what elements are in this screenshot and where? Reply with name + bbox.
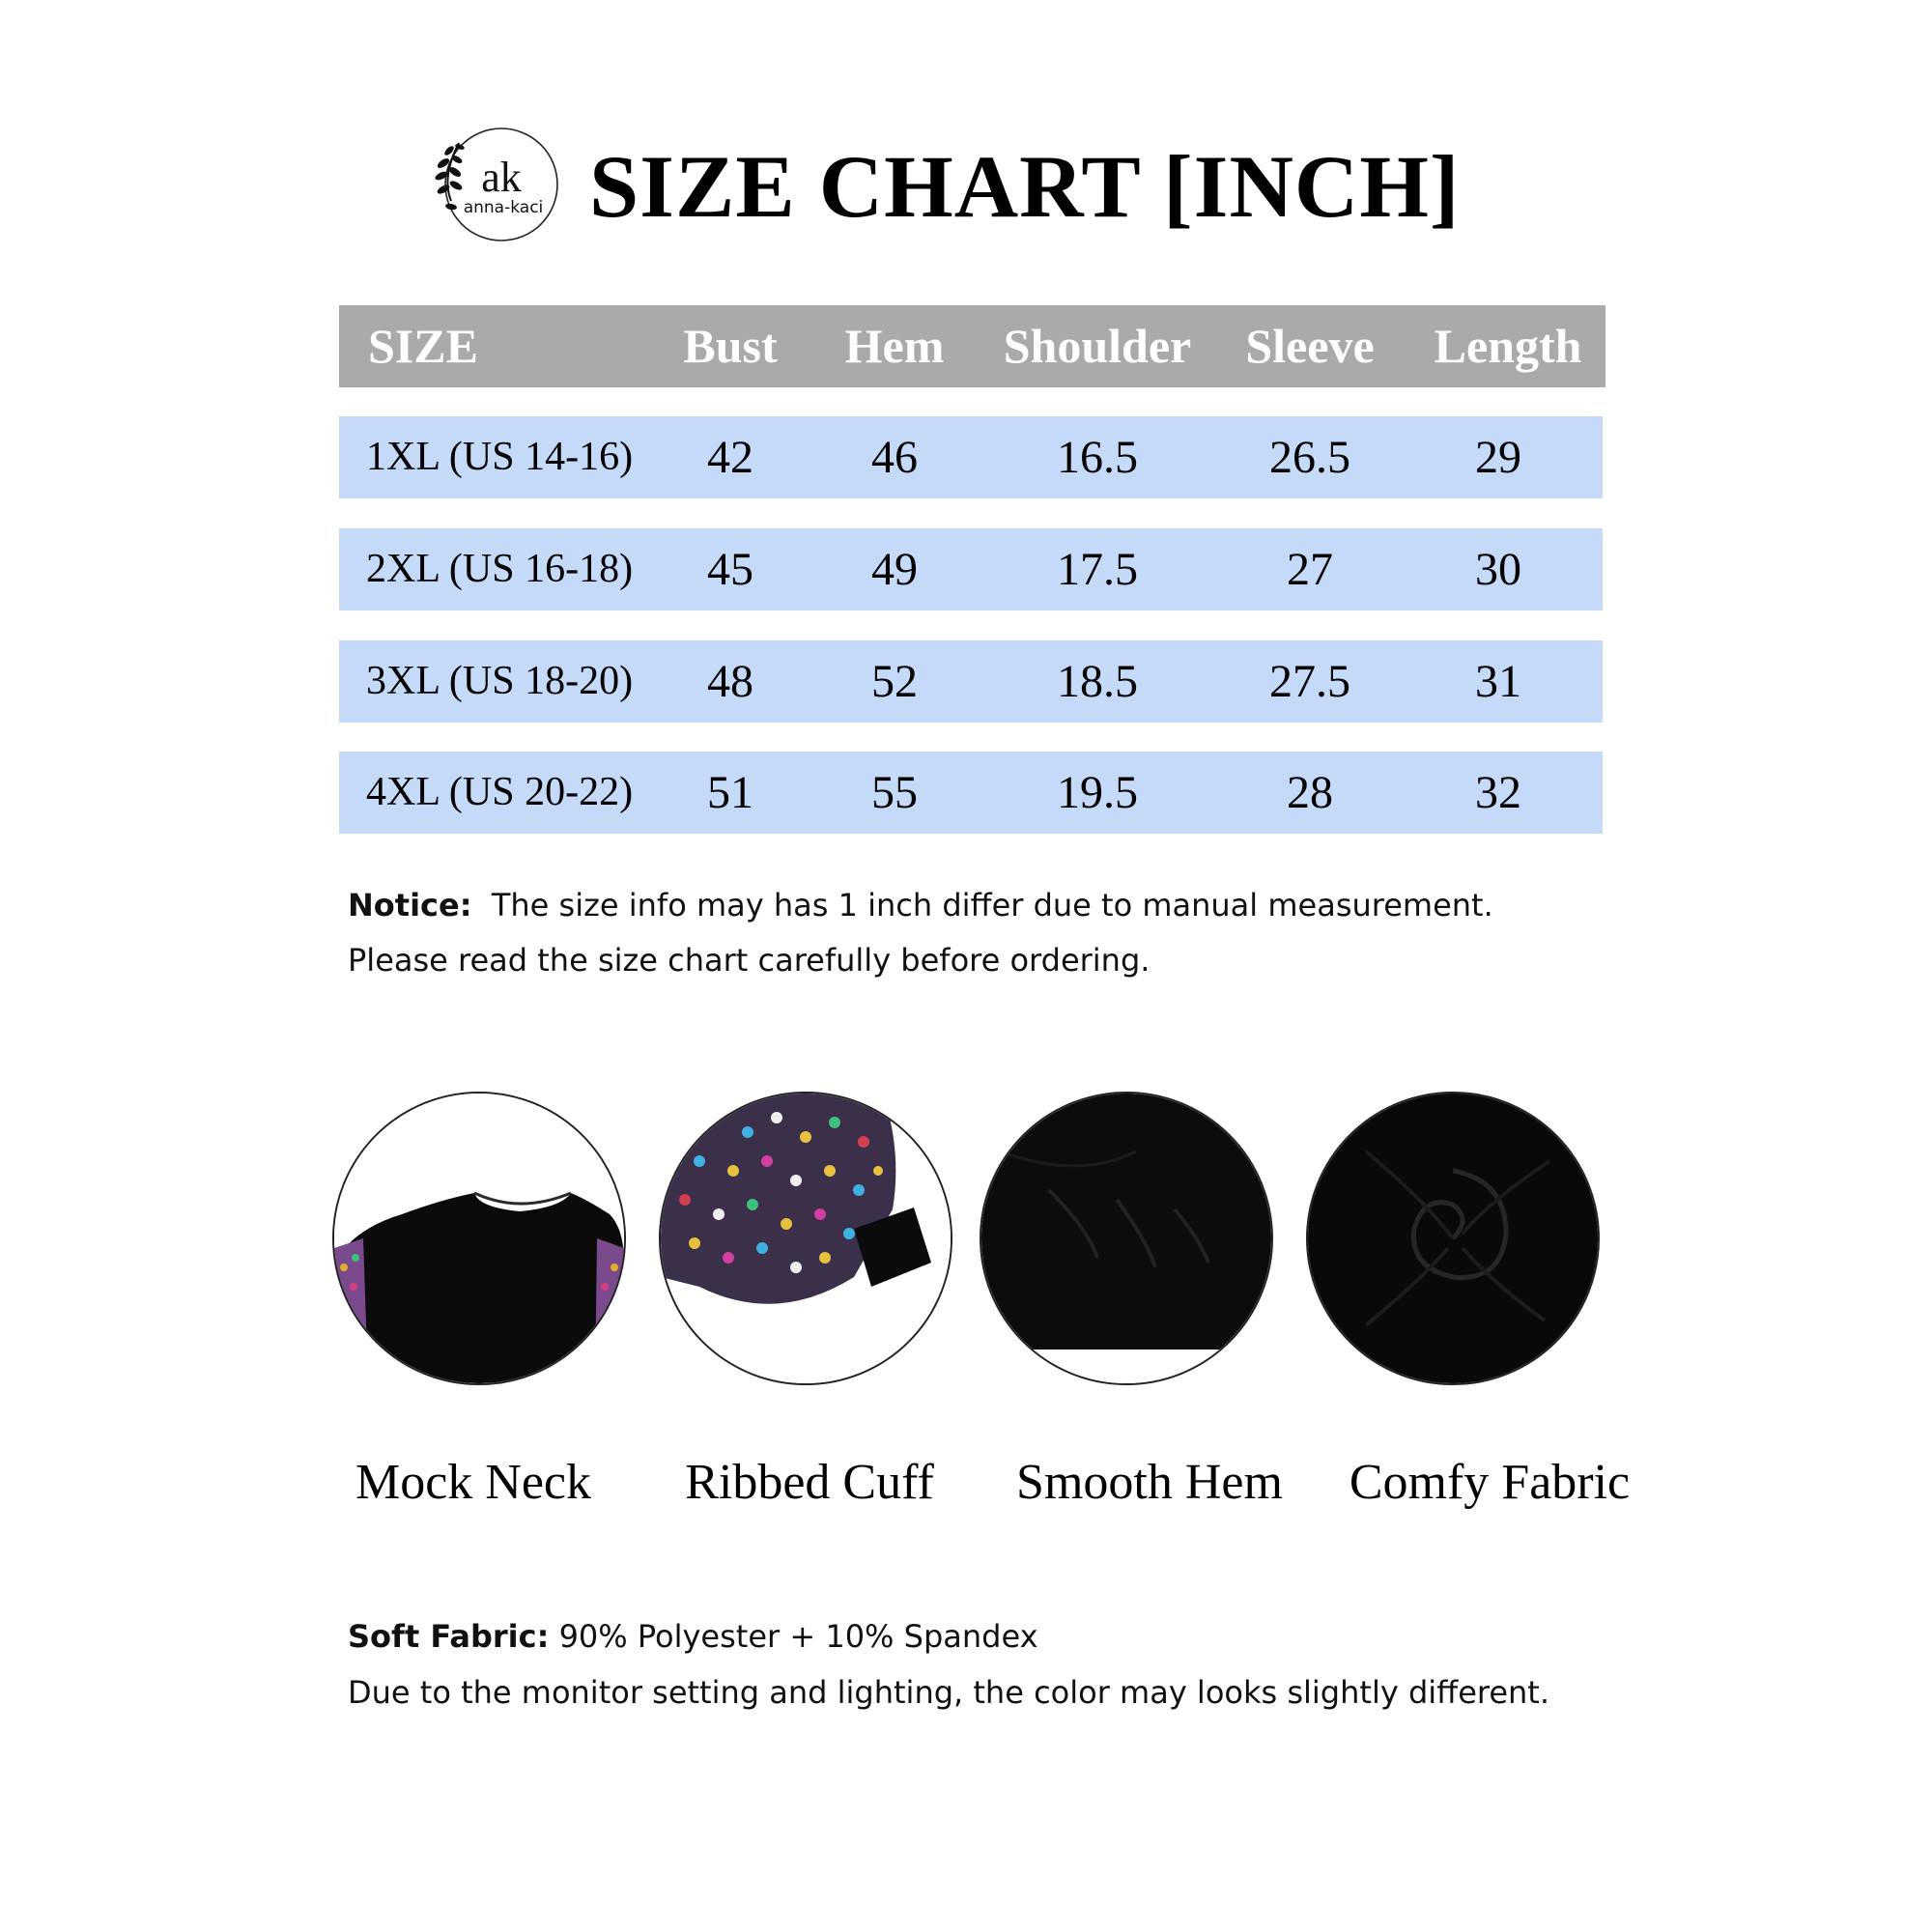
table-row	[339, 416, 1603, 498]
table-header-row	[339, 305, 1605, 387]
shoulder-cell: 19.5	[1057, 767, 1138, 818]
column-header-size: SIZE	[368, 319, 478, 373]
size-cell: 4XL (US 20-22)	[366, 770, 634, 814]
notice-line-2: Please read the size chart carefully before ordering.	[348, 942, 1151, 979]
feature-label-comfy-fabric: Comfy Fabric	[1349, 1455, 1631, 1510]
fabric-text: 90% Polyester + 10% Spandex	[558, 1618, 1038, 1655]
table-row	[339, 528, 1603, 611]
svg-text:anna-kaci: anna-kaci	[463, 198, 544, 217]
hem-cell: 55	[871, 767, 918, 818]
size-cell: 3XL (US 18-20)	[366, 659, 634, 703]
column-header-shoulder: Shoulder	[1003, 319, 1192, 373]
length-cell: 32	[1475, 767, 1521, 818]
column-header-hem: Hem	[844, 319, 945, 373]
fabric-line-1	[348, 1615, 1700, 1658]
bust-cell: 45	[707, 544, 753, 595]
length-cell: 29	[1475, 432, 1521, 483]
bust-cell: 51	[707, 767, 753, 818]
bust-cell: 42	[707, 432, 753, 483]
fabric-label: Soft Fabric:	[348, 1618, 550, 1655]
column-header-bust: Bust	[683, 319, 778, 373]
brand-logo	[422, 124, 565, 245]
fabric-line-2: Due to the monitor setting and lighting, the color may looks slightly different.	[348, 1674, 1550, 1711]
hem-cell: 46	[871, 432, 918, 483]
black-fabric-swirl-photo-icon	[1306, 1092, 1600, 1385]
sleeve-cell: 27.5	[1269, 656, 1350, 707]
length-cell: 31	[1475, 656, 1521, 707]
black-fabric-hem-photo-icon	[980, 1092, 1273, 1385]
column-header-length: Length	[1434, 319, 1582, 373]
size-cell: 1XL (US 14-16)	[366, 435, 634, 479]
sleeve-cell: 27	[1287, 544, 1333, 595]
hem-cell: 49	[871, 544, 918, 595]
length-cell: 30	[1475, 544, 1521, 595]
feature-label-ribbed-cuff: Ribbed Cuff	[685, 1455, 934, 1510]
mock-neck-photo-icon	[332, 1092, 626, 1385]
notice-label: Notice:	[348, 887, 472, 923]
leaf-branch-circle-logo-icon	[422, 124, 565, 245]
shoulder-cell: 18.5	[1057, 656, 1138, 707]
table-row	[339, 640, 1603, 723]
sleeve-cell: 28	[1287, 767, 1333, 818]
column-header-sleeve: Sleeve	[1245, 319, 1375, 373]
sleeve-cell: 26.5	[1269, 432, 1350, 483]
page-title: SIZE CHART [INCH]	[589, 137, 1461, 236]
feature-label-smooth-hem: Smooth Hem	[1016, 1455, 1283, 1510]
size-cell: 2XL (US 16-18)	[366, 547, 634, 591]
table-row	[339, 752, 1603, 834]
sequin-sleeve-cuff-photo-icon	[659, 1092, 952, 1385]
shoulder-cell: 17.5	[1057, 544, 1138, 595]
feature-label-mock-neck: Mock Neck	[355, 1455, 592, 1510]
notice-line-1	[348, 884, 1700, 926]
shoulder-cell: 16.5	[1057, 432, 1138, 483]
svg-text:ak: ak	[481, 154, 522, 201]
notice-text: The size info may has 1 inch differ due to manual measurement.	[491, 887, 1493, 923]
bust-cell: 48	[707, 656, 753, 707]
hem-cell: 52	[871, 656, 918, 707]
